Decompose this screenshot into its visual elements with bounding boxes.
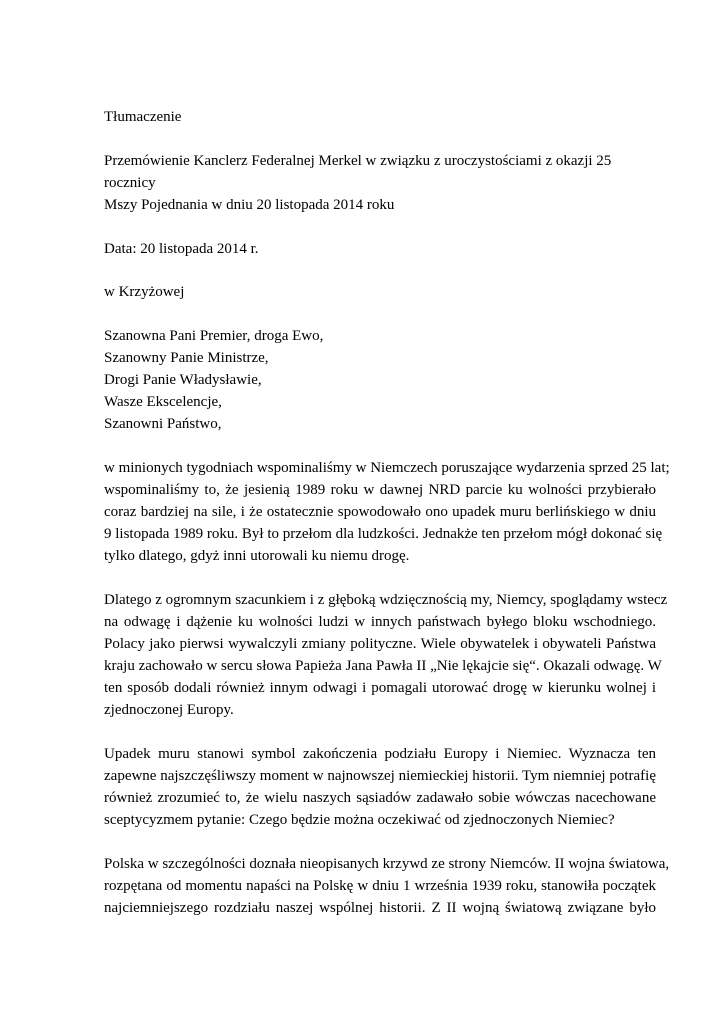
paragraph-line: zjednoczonej Europy. [104,702,234,718]
paragraph-line: Upadek muru stanowi symbol zakończenia podziału Europy i Niemiec. Wyznacza ten [104,746,656,762]
paragraph-line: na odwagę i dążenie ku wolności ludzi w innych państwach byłego bloku wschodniego. [104,614,656,630]
paragraph-line: kraju zachowało w sercu słowa Papieża Jana Pawła II „Nie lękajcie się“. Okazali odwagę. W [104,658,662,674]
place-text: w Krzyżowej [104,284,185,300]
salutation-line: Szanowni Państwo, [104,416,222,432]
title-line: Przemówienie Kanclerz Federalnej Merkel w związku z uroczystościami z okazji 25 rocznicy [104,153,612,191]
heading-text: Tłumaczenie [104,109,182,125]
paragraph-line: zapewne najszczęśliwszy moment w najnowszej niemieckiej historii. Tym niemniej potrafię [104,768,656,784]
place-line [104,281,656,303]
paragraph-line: również zrozumieć to, że wielu naszych sąsiadów zadawało sobie wówczas nacechowane [104,790,656,806]
date-line [104,238,656,260]
body-paragraph-3 [104,743,656,831]
salutation-line: Drogi Panie Władysławie, [104,372,262,388]
paragraph-line: coraz bardziej na sile, i że ostatecznie spowodowało ono upadek muru berlińskiego w dniu [104,504,656,520]
paragraph-line: Polska w szczególności doznała nieopisanych krzywd ze strony Niemców. II wojna światowa, [104,856,670,872]
paragraph-line: wspominaliśmy to, że jesienią 1989 roku w dawnej NRD parcie ku wolności przybierało [104,482,656,498]
date-text: Data: 20 listopada 2014 r. [104,241,259,257]
document-heading [104,106,656,128]
document-body [104,106,670,919]
salutation-line: Szanowny Panie Ministrze, [104,350,269,366]
paragraph-line: w minionych tygodniach wspominaliśmy w Niemczech poruszające wydarzenia sprzed 25 lat; [104,460,670,476]
paragraph-line: rozpętana od momentu napaści na Polskę w dniu 1 września 1939 roku, stanowiła początek [104,878,656,894]
document-title [104,150,656,216]
paragraph-line: Dlatego z ogromnym szacunkiem i z głęboką wdzięcznością my, Niemcy, spoglądamy wstecz [104,592,668,608]
paragraph-line: sceptycyzmem pytanie: Czego będzie można oczekiwać od zjednoczonych Niemiec? [104,812,615,828]
paragraph-line: najciemniejszego rozdziału naszej wspólnej historii. Z II wojną światową związane było [104,900,656,916]
paragraph-line: tylko dlatego, gdyż inni utorowali ku niemu drogę. [104,548,410,564]
paragraph-line: 9 listopada 1989 roku. Był to przełom dla ludzkości. Jednakże ten przełom mógł dokonać się [104,526,663,542]
salutation-line: Szanowna Pani Premier, droga Ewo, [104,328,324,344]
paragraph-line: ten sposób dodali również innym odwagi i pomagali utorować drogę w kierunku wolnej i [104,680,656,696]
salutation-block [104,325,656,435]
body-paragraph-1 [104,457,670,567]
title-line: Mszy Pojednania w dniu 20 listopada 2014 roku [104,197,395,213]
body-paragraph-4 [104,853,670,919]
body-paragraph-2 [104,589,668,721]
salutation-line: Wasze Ekscelencje, [104,394,222,410]
paragraph-line: Polacy jako pierwsi wywalczyli zmiany polityczne. Wiele obywatelek i obywateli Państwa [104,636,656,652]
